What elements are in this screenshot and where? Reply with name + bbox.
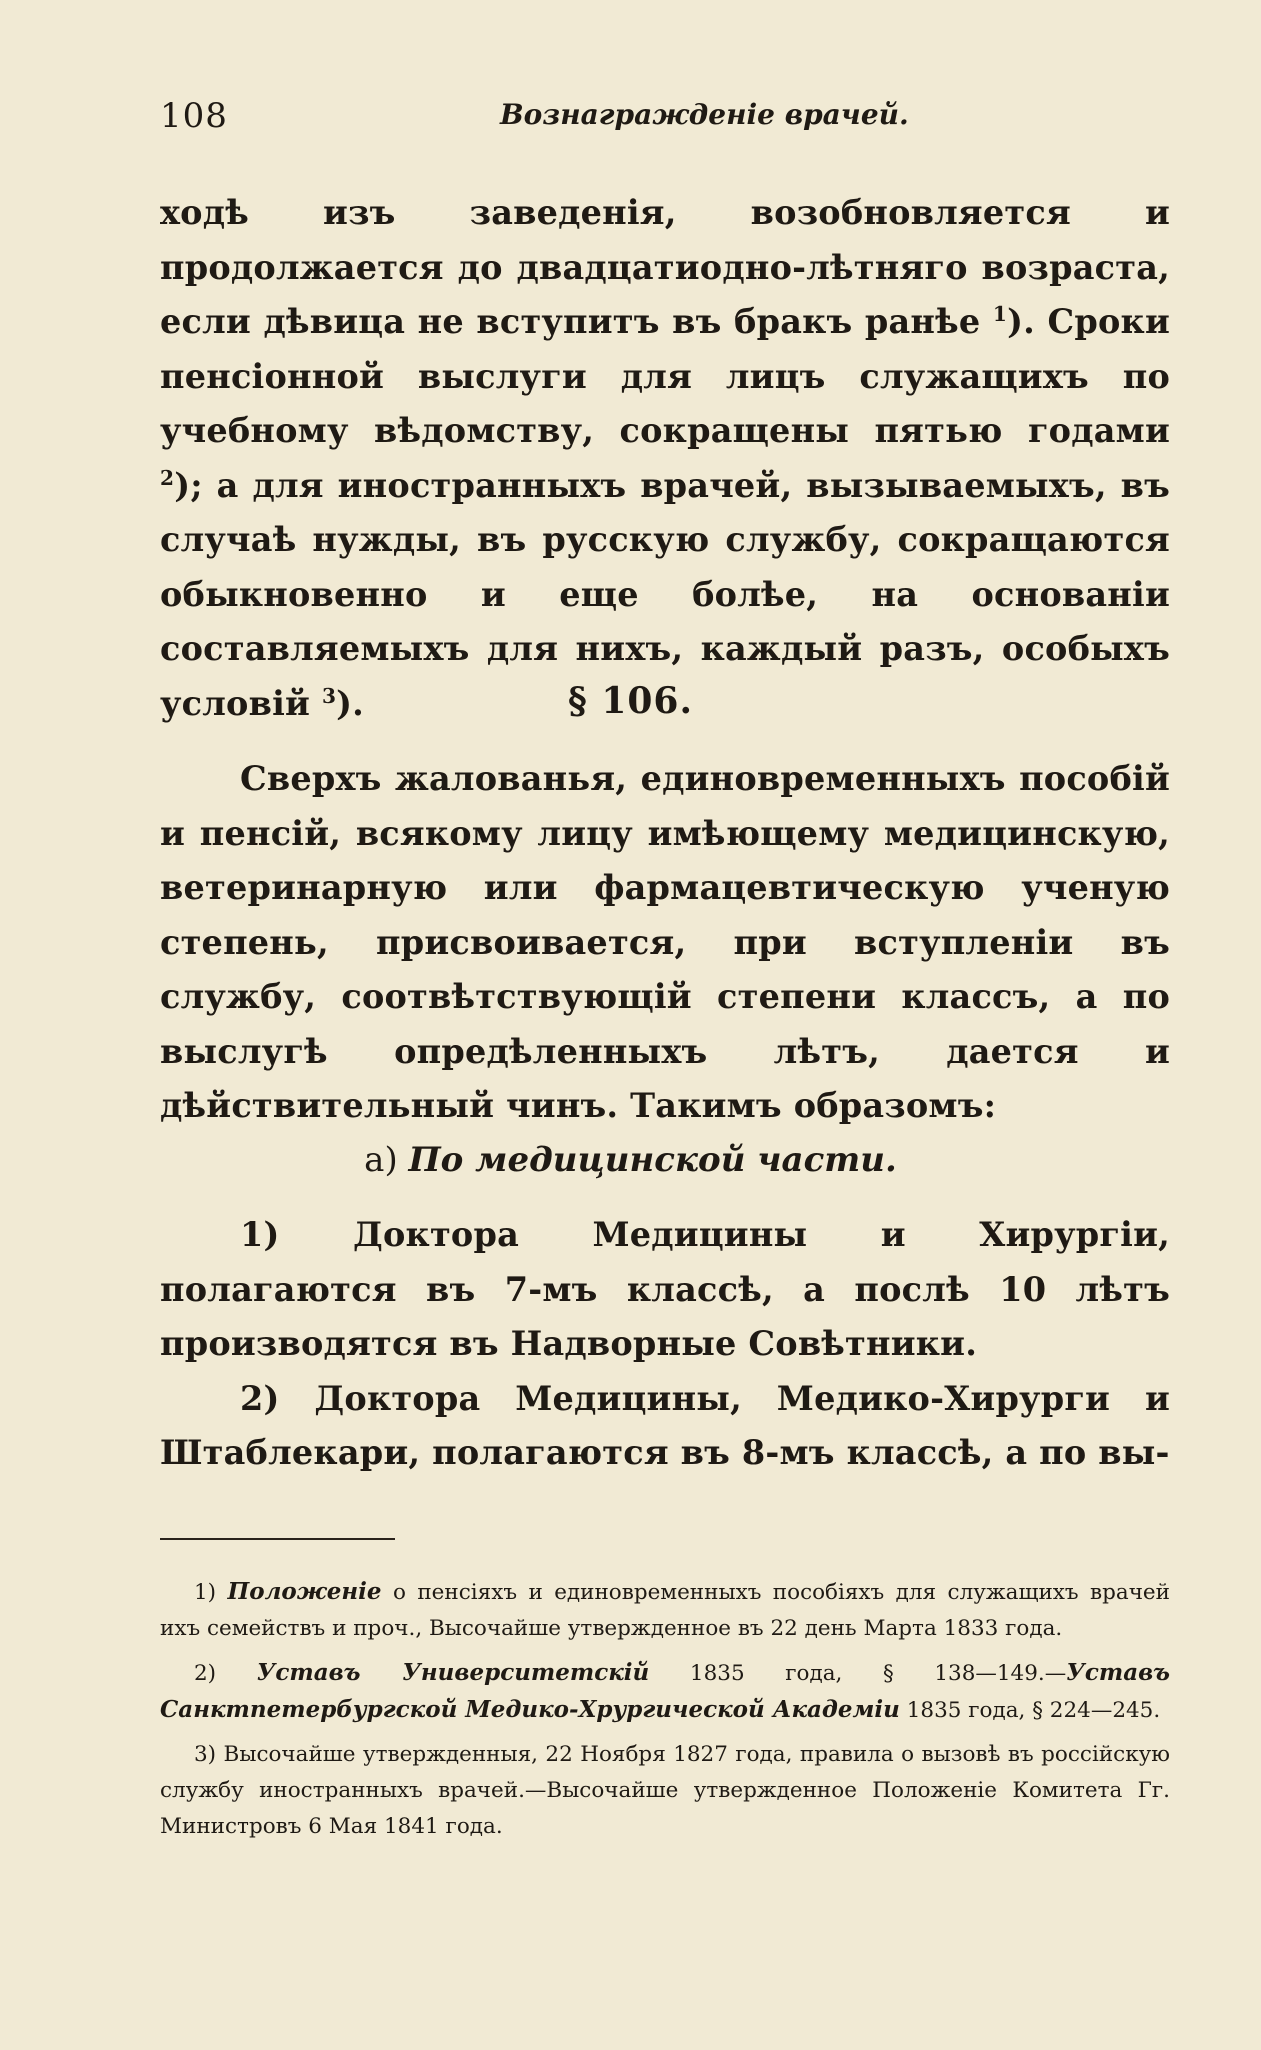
footnote-1 — [160, 1574, 1170, 1647]
footnote-1-title: Положеніе — [227, 1578, 382, 1605]
subsection-heading — [0, 1140, 1261, 1180]
paragraph-2 — [160, 752, 1170, 1134]
paragraph-1-text: ходѣ изъ заведенія, возобновляется и продолжается до двадцатиодно-лѣтняго возраста, если дѣвица не вступитъ въ бракъ ранѣе — [160, 193, 1170, 341]
subsection-title: По медицинской части. — [408, 1140, 897, 1180]
paragraph-2-text: Сверхъ жалованья, единовременныхъ пособій и пенсій, всякому лицу имѣющему медицинскую, ветеринарную или фармацевтическую ученую степень, присвоивается, при вступленіи въ службу, соотвѣтствующій степени классъ, а по выслугѣ опредѣленныхъ лѣтъ, дается и дѣйствительный чинъ. Такимъ образомъ: — [160, 759, 1170, 1125]
list-item: 1) Доктора Медицины и Хирургіи, полагаются въ 7-мъ классѣ, а послѣ 10 лѣтъ производятся въ Надворные Совѣтники. — [160, 1215, 1170, 1363]
paragraph-1 — [160, 186, 1170, 731]
footnote-2-title-2: Уставъ Санктпетербургской Медико-Хрургической Академіи — [160, 1659, 1170, 1723]
footnote-ref-1: 1 — [992, 301, 1008, 326]
section-heading: § 106. — [567, 680, 694, 722]
footnote-ref-2: 2 — [160, 465, 175, 490]
footnote-3-text: Высочайше утвержденныя, 22 Ноября 1827 года, правила о вызовѣ въ россійскую службу иностранныхъ врачей.—Высочайше утвержденное Положеніе Комитета Гг. Министровъ 6 Мая 1841 года. — [160, 1742, 1171, 1839]
running-title: Вознагражденіе врачей. — [500, 98, 909, 131]
footnote-3-number: 3) — [194, 1742, 217, 1767]
page-number: 108 — [160, 96, 228, 136]
footnote-2 — [160, 1655, 1170, 1729]
footnote-ref-3: 3 — [321, 683, 337, 708]
footnote-rule — [160, 1538, 395, 1540]
paragraph-1-text-3: ); а для иностранныхъ врачей, вызываемыхъ, въ случаѣ нужды, въ русскую службу, сокращаются обыкновенно и еще болѣе, на основаніи составляемыхъ для нихъ, каждый разъ, особыхъ условій — [160, 465, 1170, 723]
list-item: 2) Доктора Медицины, Медико-Хирурги и Штаблекари, полагаются въ 8-мъ классѣ, а по вы- — [160, 1378, 1170, 1472]
footnote-3 — [160, 1737, 1170, 1845]
footnote-1-text: о пенсіяхъ и единовременныхъ пособіяхъ для служащихъ врачей ихъ семействъ и проч., Высочайше утвержденное въ 22 день Марта 1833 года. — [160, 1580, 1170, 1641]
subsection-prefix: а) — [364, 1140, 398, 1180]
footnote-1-number: 1) — [194, 1580, 217, 1605]
numbered-items — [160, 1208, 1170, 1481]
footnotes — [160, 1574, 1170, 1853]
footnote-2-title-1: Уставъ Университетскій — [256, 1659, 650, 1686]
footnote-2-text-2: 1835 года, § 224—245. — [906, 1698, 1161, 1723]
footnote-2-text-1: 1835 года, § 138—149.— — [689, 1661, 1067, 1686]
paragraph-1-text-4: ). — [336, 683, 365, 723]
paragraph-1-text-2: ). Сроки пенсіонной выслуги для лицъ служащихъ по учебному вѣдомству, сокращены пятью годами — [160, 302, 1170, 450]
page-header — [160, 96, 1161, 146]
footnote-2-number: 2) — [194, 1661, 217, 1686]
